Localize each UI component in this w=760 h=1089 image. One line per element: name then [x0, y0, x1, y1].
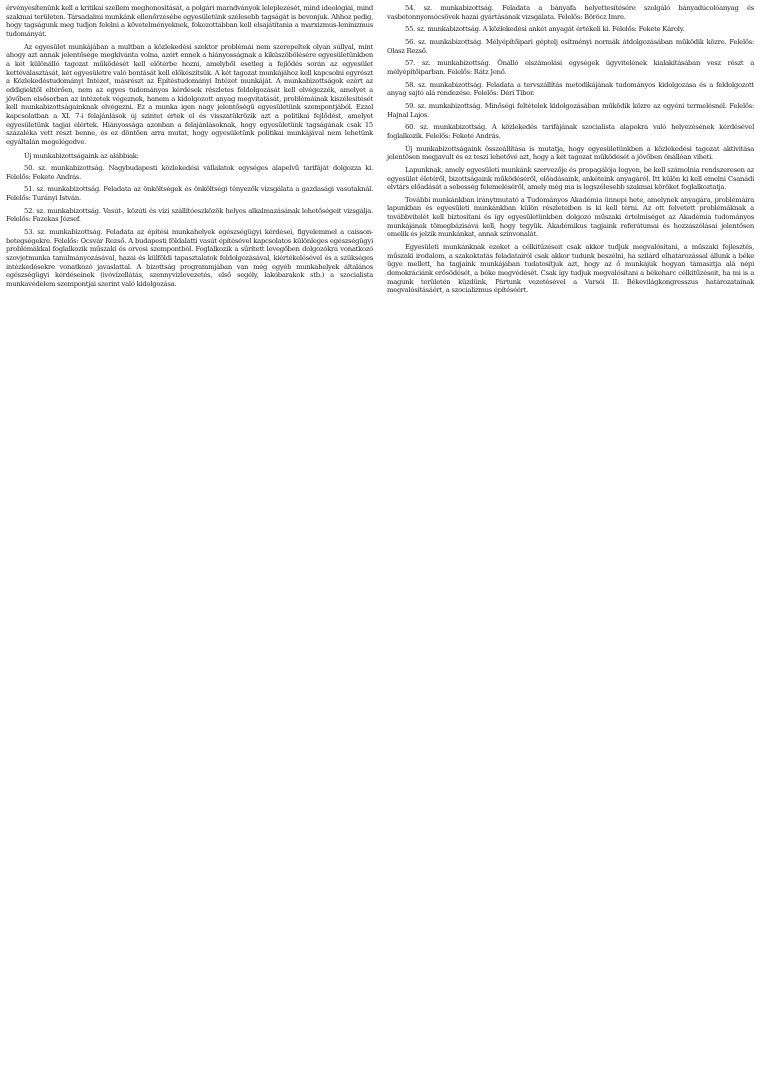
left-column	[6, 4, 373, 1089]
committee-entry: 56. sz. munkabizottság. Mélyépítőipari géptelj esítményi normák átdolgozásában működik közre. Felelős: Olasz Rezső.	[387, 37, 754, 55]
committee-entry: 59. sz. munkabizottság. Minőségi feltételek kidolgozásában működik közre az egyéni termelésnél. Felelős: Hajnal Lajos.	[387, 101, 754, 119]
paragraph: Lapunknak, amely egyesületi munkánk szervezője és propagálója legyen, be kell számolnia rendszeresen az egyesület életéről, bizottságaink működéséről, előadásaink, ankéteink anyagáról. Itt külön ki kell emelni Csanádi elvtárs előadását a sebesség felemeléséről, amely még ma is legszélesebb szakmai köröket foglalkoztatja.	[387, 165, 754, 192]
committee-entry: 55. sz. munkabizottság. A közlekedési ankét anyagát értékeli ki. Felelős: Fekete Károly.	[405, 25, 685, 34]
paragraph: Egyesületi munkánknak ezeket a célkitűzéseit csak akkor tudjuk megvalósítani, a műszaki fejlesztés, műszaki irodalom, a szakoktatás feladatairól csak akkor tudunk beszélni, ha szilárd elhatározással állunk a béke ügye mellett, ha tagjaink munkájában tudatosítjuk azt, hogy az ő munkájuk hogyan támasztja alá népi demokráciánk erősödését, a béke megvédését. Csak így tudjuk megvalósítani a békeharc célkitűzéseit, ha mi is a magunk területén küzdünk, Pártunk vezetésével a Varsói II. Békevilágkongresszus határozatainak megvalósításáért, a szocializmus építéséért.	[387, 243, 754, 295]
committee-entry: 53. sz. munkabizottság. Feladata az építési munkahelyek egészségügyi kérdései, figyelemmel a caisson-betegségekre. Felelős: Ocsvár Rezső. A budapesti földalatti vasút építésével kapcsolatos különleges egészségügyi problémákkal foglalkozik műszaki és orvosi szempontból. Foglalkozik a sűrített levegőben dolgozókra vonatkozó szovjetmunka tanulmányozásával, hazai és külföldi tapasztalatok feldolgozásával, kiértékelésével és a szükséges intézkedésekre vonatkozó javaslattal. A bizottság programmjában van még egyéb munkahelyek általános egészségügyi kérdéseinek (ivóvízellátás, szennyvízlevezetés, első segély, lakóbarakok stb.) a szocialista munkavédelem szempontjai szerint való kidolgozása.	[6, 228, 373, 289]
paragraph: érvényesítenünk kell a kritikai szellem meghonosítását, a polgári maradványok leleplezését, mind ideológiai, mind szakmai területen. Társadalmi munkánk ellenőrzésébe egyesületünk szélesebb tagságát is bevonjuk. Ahhoz pedig, hogy tagságunk meg tudjon felelni a követelményeknek, fokozottabban kell elsajátítania a marxizmus-leninizmus tudományát.	[6, 4, 374, 38]
committee-entry: 50. sz. munkabizottság. Nagybudapesti közlekedési vállalatok egységes alapelvű tarifáját dolgozza ki. Felelős: Fekete András.	[6, 164, 373, 181]
committee-entry: 54. sz. munkabizottság. Feladata a bányafa helyettesítésére szolgáló bányadúcolóanyag és vasbetonnyomócsövek hazai gyártásának vizsgálata. Felelős: Böröcz Imre.	[387, 4, 754, 21]
committee-entry: 52. sz. munkabizottság. Vasút-, közúti és vízi szállítóeszközök helyes alkalmazásának lehetőségeit vizsgálja. Felelős: Fazekas József.	[6, 206, 373, 224]
committee-entry: 60. sz. munkabizottság. A közlekedés tarifájának szocialista alapokra való helyezésének kérdésével foglalkozik. Felelős: Fekete András.	[387, 123, 754, 140]
section-heading: Új munkabizottságaink az alábbiak:	[24, 151, 139, 160]
right-column	[387, 4, 754, 1089]
committee-entry: 58. sz. munkabizottság. Feladata a tervszállítás metodikájának tudományos kidolgozása és a feldolgozott anyag sajtó alá rendezése. Felelős: Déri Tibor.	[387, 80, 754, 98]
committee-entry: 57. sz. munkabizottság. Önálló elszámolási egységek ügyvitelének kialakításában vesz részt a mélyépítőiparban. Felelős: Rátz Jenő.	[387, 59, 754, 76]
paragraph: Új munkabizottságaink összeállítása is mutatja, hogy egyesületünkben a közlekedési tagozat aktivitása jelentősen megjavult és ez teszi lehetővé azt, hogy a két tagozat működését a jövőben önállóan viheti.	[387, 144, 754, 162]
paragraph: További munkánkban iránytmutató a Tudományos Akadémia ünnepi hete, amelynek anyagára, problémáira lapunkban és egyesületi munkánkban külön részleteiben is ki kell térni. Az ott felvetett problémáknak a továbbvitelét kell biztosítani és így egyesületünkben dolgozó műszaki értelmiséget az Akadémia tudományos munkájának tömegbázisává kell, hogy tegyük. Akadémikus tagjaink referátumai és hozzászólásai jelentősen emelik és jelzik munkánkat, annak színvonalát.	[387, 195, 754, 239]
paragraph: Az egyesület munkájában a multban a közlekedési szektor problémái nem szerepeltek olyan súllyal, mint ahogy azt annak jelentősége megkívánta volna, azért ennek a hiányosságnak a kiküszöbölésére egyesületünkben a két különálló tagozat működését kell előtérbe hozni, amelyből esetleg a fejlődés során az egyesület kettéválasztását, két egyesületre való bontását kell előkészítsük. A két tagozat munkájához kell kapcsolni egyrészt a Közlekedéstudományi Intézet, másrészt az Építéstudományi Intézet munkáját. A munkabizottságok ezért az eddigiektől eltérően, nem az egyes tudományos kérdések részletes feldolgozását kell elvégezzék, amelyet a jövőben elsősorban az intézetek végeznek, hanem a kidolgozott anyag megvitatását, problémáinak kiszélesítését kell munkabizottságainknak elvégezni. Ez a munka igen nagy jelentőségű egyesületünk szempontjából. Ezzel kapcsolatban a XI. 7-i felajánlások új szintet értek el és visszatükrözik azt a politikai fejlődést, amelyet egyesületünk tagjai elértek. Hiányossága azonban a felajánlásoknak, hogy egyesületünk tagságának csak 15 százaléka vett részt benne, és ez döntően arra mutat, hogy egyesületünk politikai munkájával nem lehetünk egyáltalán megelégedve.	[6, 42, 373, 146]
committee-entry: 51. sz. munkabizottság. Feladata az önköltségek és önköltségi tényezők vizsgálata a gazdasági vasutaknál. Felelős: Turányi István.	[6, 185, 373, 203]
